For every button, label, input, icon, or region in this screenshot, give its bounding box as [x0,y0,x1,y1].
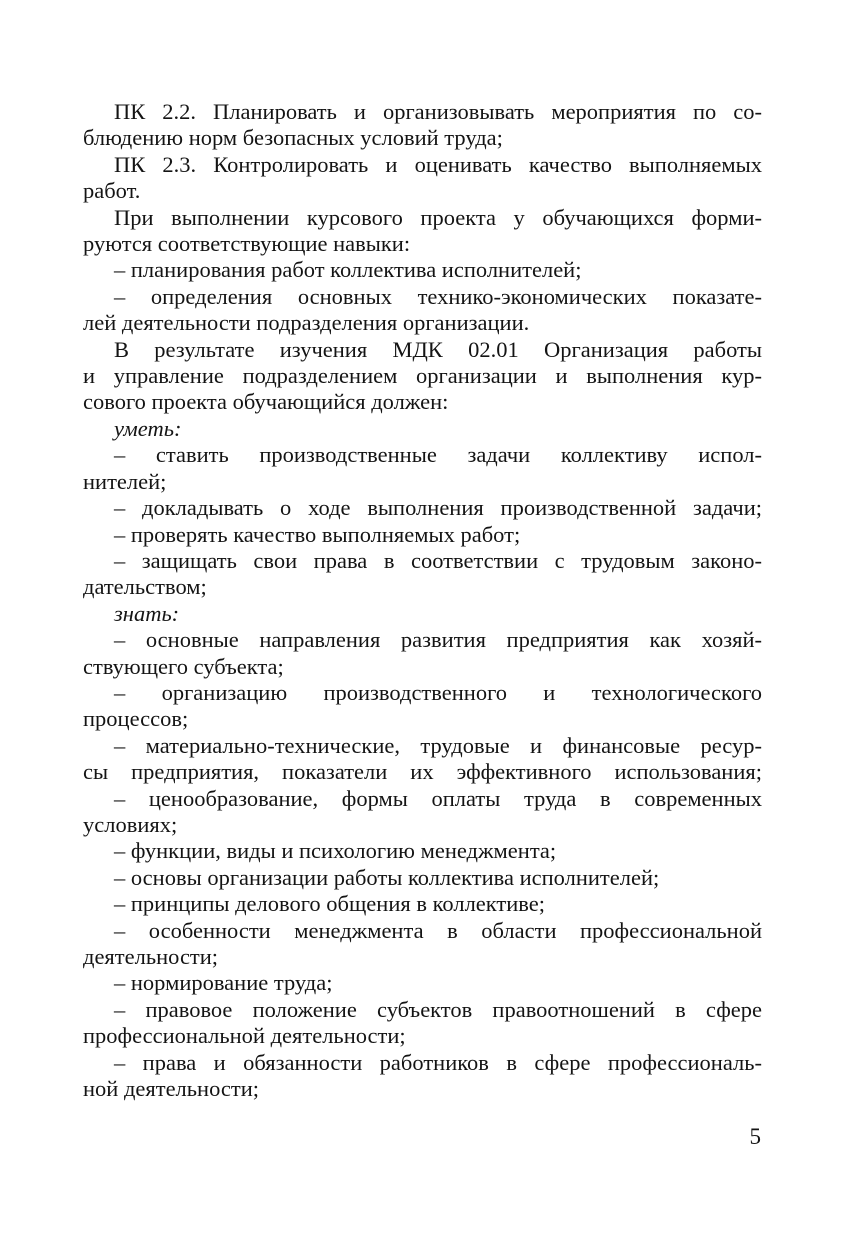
text-line: ПК 2.3. Контролировать и оценивать качество выполняемых [114,151,762,177]
text-line: В результате изучения МДК 02.01 Организация работы [114,336,762,362]
list-item: – правовое положение субъектов правоотношений в сфере [114,996,762,1022]
section-label-umet: уметь: [114,415,182,441]
list-item: – функции, виды и психологию менеджмента; [114,838,557,864]
list-item: – определения основных технико-экономических показате- [114,283,762,309]
section-label-znat: знать: [114,600,180,626]
text-line: и управление подразделением организации и выполнения кур- [83,363,762,389]
list-item: – основы организации работы коллектива исполнителей; [114,864,660,890]
text-line: условиях; [83,811,178,837]
list-item: – права и обязанности работников в сфере профессиональ- [114,1049,762,1075]
list-item: – докладывать о ходе выполнения производственной задачи; [114,495,762,521]
text-line: ПК 2.2. Планировать и организовывать мероприятия по со- [114,99,762,124]
text-line: процессов; [83,706,189,732]
text-line: работ. [83,178,141,204]
text-line: сового проекта обучающийся должен: [83,389,449,415]
list-item: – проверять качество выполняемых работ; [114,521,521,547]
text-line: дательством; [83,574,207,600]
text-line: ной деятельности; [83,1076,260,1102]
list-item: – принципы делового общения в коллективе; [114,891,546,917]
list-item: – особенности менеджмента в области профессиональной [114,917,762,943]
page-number: 5 [749,1124,761,1149]
list-item: – планирования работ коллектива исполнителей; [114,257,582,283]
text-line: сы предприятия, показатели их эффективного использования; [83,759,762,785]
text-line: блюдению норм безопасных условий труда; [83,125,503,151]
list-item: – защищать свои права в соответствии с трудовым законо- [114,547,762,573]
text-line: При выполнении курсового проекта у обучающихся форми- [114,204,762,230]
list-item: – материально-технические, трудовые и финансовые ресур- [114,732,762,758]
text-line: руются соответствующие навыки: [83,231,411,257]
list-item: – ставить производственные задачи коллективу испол- [114,442,762,468]
text-line: деятельности; [83,944,219,969]
list-item: – организацию производственного и технологического [114,679,762,705]
list-item: – нормирование труда; [114,970,333,996]
text-line: лей деятельности подразделения организации. [83,310,530,336]
text-line: нителей; [83,468,167,494]
text-line: ствующего субъекта; [83,653,284,679]
list-item: – основные направления развития предприятия как хозяй- [114,627,762,653]
text-line: профессиональной деятельности; [83,1023,406,1049]
list-item: – ценообразование, формы оплаты труда в современных [114,785,762,811]
page-body-text [83,99,762,1102]
